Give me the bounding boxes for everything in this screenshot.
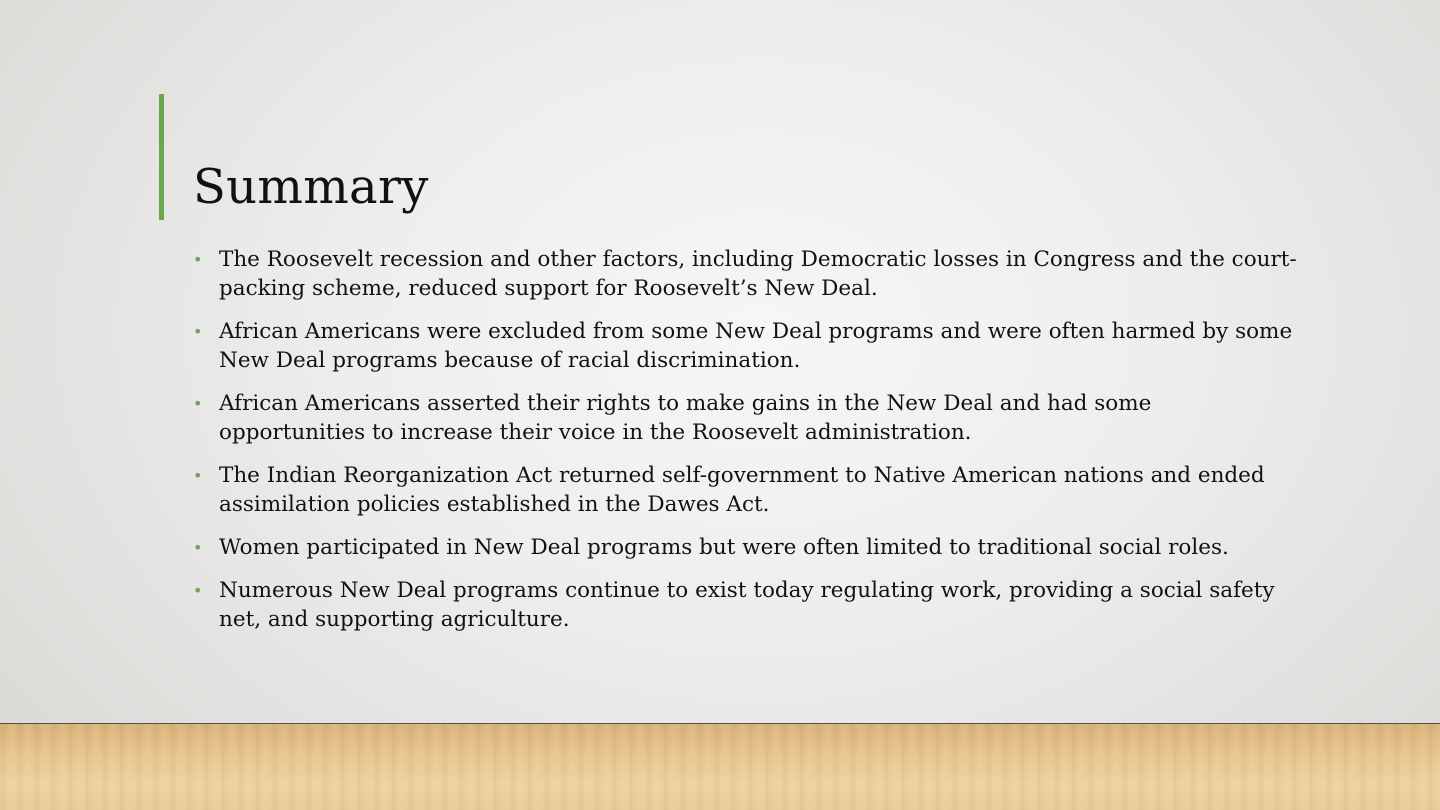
bullet-item bbox=[193, 461, 1303, 519]
bullet-dot-icon: • bbox=[193, 250, 203, 269]
bullet-dot-icon: • bbox=[193, 394, 203, 413]
bullet-dot-icon: • bbox=[193, 581, 203, 600]
bullet-item bbox=[193, 533, 1303, 562]
bullet-dot-icon: • bbox=[193, 466, 203, 485]
bullet-dot-icon: • bbox=[193, 322, 203, 341]
bullet-item bbox=[193, 245, 1303, 303]
wood-floor-background bbox=[0, 724, 1440, 810]
bullet-text: The Indian Reorganization Act returned self-government to Native American nations and ended assimilation policies established in the Dawes Act. bbox=[219, 463, 1265, 517]
bullet-item bbox=[193, 576, 1303, 634]
bullet-text: The Roosevelt recession and other factors, including Democratic losses in Congress and the court-packing scheme, reduced support for Roosevelt’s New Deal. bbox=[219, 247, 1297, 301]
bullet-text: Numerous New Deal programs continue to exist today regulating work, providing a social safety net, and supporting agriculture. bbox=[219, 578, 1275, 632]
bullet-list bbox=[193, 245, 1303, 648]
bullet-item bbox=[193, 389, 1303, 447]
bullet-text: Women participated in New Deal programs but were often limited to traditional social roles. bbox=[219, 535, 1229, 560]
slide-title: Summary bbox=[193, 159, 429, 215]
title-accent-bar bbox=[159, 94, 164, 220]
bullet-dot-icon: • bbox=[193, 538, 203, 557]
bullet-item bbox=[193, 317, 1303, 375]
bullet-text: African Americans asserted their rights to make gains in the New Deal and had some opportunities to increase their voice in the Roosevelt administration. bbox=[219, 391, 1152, 445]
bullet-text: African Americans were excluded from some New Deal programs and were often harmed by some New Deal programs because of racial discrimination. bbox=[219, 319, 1293, 373]
